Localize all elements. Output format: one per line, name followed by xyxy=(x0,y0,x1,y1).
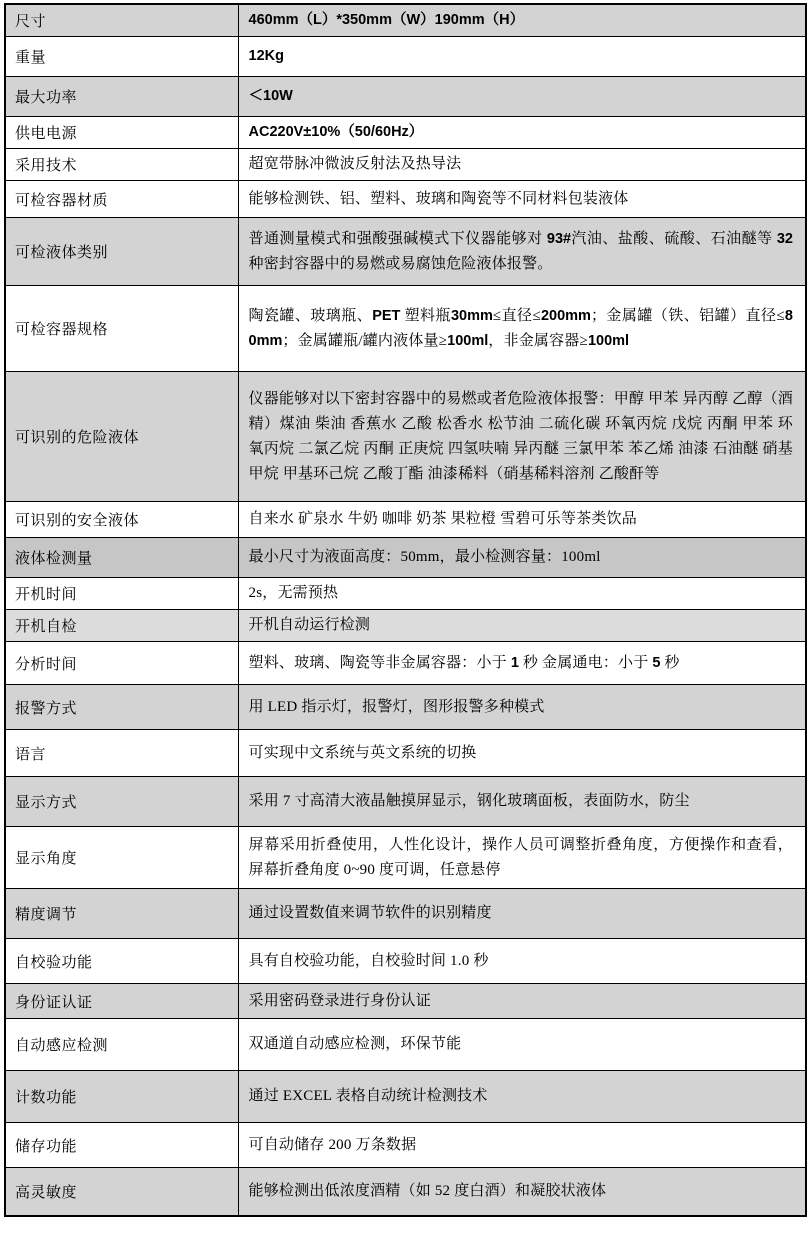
spec-value xyxy=(238,1123,806,1168)
spec-value-emphasis: 30mm xyxy=(450,307,493,324)
spec-value-text: 普通测量模式和强酸强碱模式下仪器能够对 xyxy=(248,230,547,247)
spec-row xyxy=(5,827,806,889)
spec-value xyxy=(238,889,806,939)
spec-label: 可识别的安全液体 xyxy=(5,502,238,538)
spec-value-text: 种密封容器中的易燃或易腐蚀危险液体报警。 xyxy=(248,255,553,272)
spec-label: 液体检测量 xyxy=(5,538,238,578)
spec-value-text: 采用密码登录进行身份认证 xyxy=(248,992,431,1009)
spec-value xyxy=(238,286,806,372)
spec-value xyxy=(238,730,806,777)
spec-row xyxy=(5,538,806,578)
spec-value-text: ；金属罐（铁、铝罐）直径≤ xyxy=(590,307,785,324)
spec-label: 开机自检 xyxy=(5,610,238,642)
spec-value-emphasis: 32 xyxy=(776,230,793,247)
spec-row xyxy=(5,286,806,372)
spec-value-text: 自来水 矿泉水 牛奶 咖啡 奶茶 果粒橙 雪碧可乐等茶类饮品 xyxy=(248,511,638,527)
spec-label: 精度调节 xyxy=(5,889,238,939)
spec-row xyxy=(5,1071,806,1123)
spec-value-text: ≤直径≤ xyxy=(492,307,541,324)
spec-value-emphasis: 460mm（L）*350mm（W）190mm（H） xyxy=(248,12,525,28)
spec-label: 采用技术 xyxy=(5,149,238,181)
spec-value-emphasis: 93# xyxy=(546,230,572,247)
spec-value-emphasis: ＜10W xyxy=(248,88,293,104)
spec-row xyxy=(5,889,806,939)
spec-value-text: 仪器能够对以下密封容器中的易燃或者危险液体报警：甲醇 甲苯 异丙醇 乙醇（酒精）煤油 柴油 香蕉水 乙酸 松香水 松节油 二硫化碳 环氧丙烷 戊烷 丙酮 甲苯 环氧丙烷 二氯乙烷 丙酮 正庚烷 四氢呋喃 异丙醚 三氯甲苯 苯乙烯 油漆 石油醚 硝基甲烷 甲基环己烷 乙酸丁酯 油漆稀料（硝基稀料溶剂 乙酸酐等 xyxy=(248,390,793,482)
spec-row xyxy=(5,984,806,1019)
spec-label: 可检液体类别 xyxy=(5,218,238,286)
spec-label: 储存功能 xyxy=(5,1123,238,1168)
spec-value-text: 用 LED 指示灯，报警灯，图形报警多种模式 xyxy=(248,698,545,715)
spec-row xyxy=(5,777,806,827)
spec-row xyxy=(5,642,806,685)
spec-value-text: 可自动储存 200 万条数据 xyxy=(248,1136,417,1153)
spec-row xyxy=(5,4,806,37)
spec-value-text: 开机自动运行检测 xyxy=(248,617,371,633)
spec-label: 可检容器规格 xyxy=(5,286,238,372)
spec-value-text: ，非金属容器≥ xyxy=(488,332,588,349)
spec-label: 重量 xyxy=(5,37,238,77)
spec-value xyxy=(238,578,806,610)
spec-label: 计数功能 xyxy=(5,1071,238,1123)
spec-label: 开机时间 xyxy=(5,578,238,610)
spec-row xyxy=(5,372,806,502)
spec-value-text: 秒 xyxy=(660,654,680,671)
spec-value xyxy=(238,181,806,218)
spec-value-text: 陶瓷罐、玻璃瓶、 xyxy=(248,307,373,324)
spec-value xyxy=(238,827,806,889)
spec-value-emphasis: 100ml xyxy=(447,332,489,349)
spec-row xyxy=(5,685,806,730)
spec-value-text: 可实现中文系统与英文系统的切换 xyxy=(248,744,477,761)
spec-value-text: 超宽带脉冲微波反射法及热导法 xyxy=(248,156,462,172)
spec-row xyxy=(5,181,806,218)
spec-value-emphasis: 100ml xyxy=(587,332,630,349)
spec-row xyxy=(5,77,806,117)
spec-value-emphasis: 1 xyxy=(510,654,519,671)
spec-label: 显示方式 xyxy=(5,777,238,827)
spec-value xyxy=(238,610,806,642)
spec-value-emphasis: 200mm xyxy=(540,307,591,324)
spec-row xyxy=(5,939,806,984)
spec-value-emphasis: PET xyxy=(372,307,401,324)
spec-value-emphasis: 5 xyxy=(652,654,661,671)
spec-value-text: 塑料瓶 xyxy=(400,307,451,324)
spec-label: 可检容器材质 xyxy=(5,181,238,218)
spec-row xyxy=(5,218,806,286)
spec-value xyxy=(238,149,806,181)
spec-label: 分析时间 xyxy=(5,642,238,685)
spec-value xyxy=(238,939,806,984)
spec-value-text: 汽油、盐酸、硫酸、石油醚等 xyxy=(571,230,777,247)
spec-value-emphasis: AC220V±10%（50/60Hz） xyxy=(248,124,424,140)
spec-value-text: 2s，无需预热 xyxy=(248,585,339,601)
spec-value xyxy=(238,1019,806,1071)
spec-row xyxy=(5,117,806,149)
spec-value xyxy=(238,77,806,117)
spec-value xyxy=(238,642,806,685)
spec-value xyxy=(238,1071,806,1123)
spec-label: 身份证认证 xyxy=(5,984,238,1019)
spec-value xyxy=(238,372,806,502)
spec-value-text: 双通道自动感应检测，环保节能 xyxy=(248,1036,462,1052)
spec-value xyxy=(238,218,806,286)
spec-value-text: 通过设置数值来调节软件的识别精度 xyxy=(248,905,492,921)
spec-value-text: 能够检测铁、铝、塑料、玻璃和陶瓷等不同材料包装液体 xyxy=(248,190,629,207)
spec-value-text: 塑料、玻璃、陶瓷等非金属容器：小于 xyxy=(248,654,511,671)
spec-label: 语言 xyxy=(5,730,238,777)
spec-value-text: 具有自校验功能，自校验时间 1.0 秒 xyxy=(248,952,489,969)
spec-label: 自动感应检测 xyxy=(5,1019,238,1071)
spec-value-text: ；金属罐瓶/罐内液体量≥ xyxy=(282,332,448,349)
spec-value xyxy=(238,1168,806,1216)
spec-row xyxy=(5,1123,806,1168)
spec-value-emphasis: 80mm xyxy=(248,307,793,349)
spec-value xyxy=(238,37,806,77)
spec-row xyxy=(5,1019,806,1071)
spec-row xyxy=(5,37,806,77)
spec-label: 自校验功能 xyxy=(5,939,238,984)
spec-value xyxy=(238,685,806,730)
spec-row xyxy=(5,578,806,610)
spec-value xyxy=(238,538,806,578)
spec-label: 可识别的危险液体 xyxy=(5,372,238,502)
spec-value-emphasis: 12Kg xyxy=(248,48,284,64)
spec-label: 最大功率 xyxy=(5,77,238,117)
spec-value xyxy=(238,502,806,538)
spec-value-text: 采用 7 寸高清大液晶触摸屏显示，钢化玻璃面板，表面防水，防尘 xyxy=(248,793,690,809)
spec-value xyxy=(238,4,806,37)
spec-row xyxy=(5,1168,806,1216)
spec-value xyxy=(238,984,806,1019)
spec-table xyxy=(4,3,807,1217)
spec-row xyxy=(5,149,806,181)
spec-label: 高灵敏度 xyxy=(5,1168,238,1216)
spec-row xyxy=(5,730,806,777)
spec-label: 供电电源 xyxy=(5,117,238,149)
spec-value-text: 最小尺寸为液面高度：50mm，最小检测容量：100ml xyxy=(248,549,601,565)
spec-value xyxy=(238,117,806,149)
spec-value-text: 通过 EXCEL 表格自动统计检测技术 xyxy=(248,1088,488,1104)
spec-value-text: 屏幕采用折叠使用，人性化设计，操作人员可调整折叠角度，方便操作和查看，屏幕折叠角度 0~90 度可调，任意悬停 xyxy=(248,836,793,878)
spec-label: 报警方式 xyxy=(5,685,238,730)
spec-value-text: 秒 金属通电：小于 xyxy=(518,654,653,671)
spec-value-text: 能够检测出低浓度酒精（如 52 度白酒）和凝胶状液体 xyxy=(248,1182,607,1199)
spec-row xyxy=(5,502,806,538)
spec-row xyxy=(5,610,806,642)
spec-value xyxy=(238,777,806,827)
spec-label: 显示角度 xyxy=(5,827,238,889)
spec-table-body xyxy=(5,4,806,1216)
spec-label: 尺寸 xyxy=(5,4,238,37)
